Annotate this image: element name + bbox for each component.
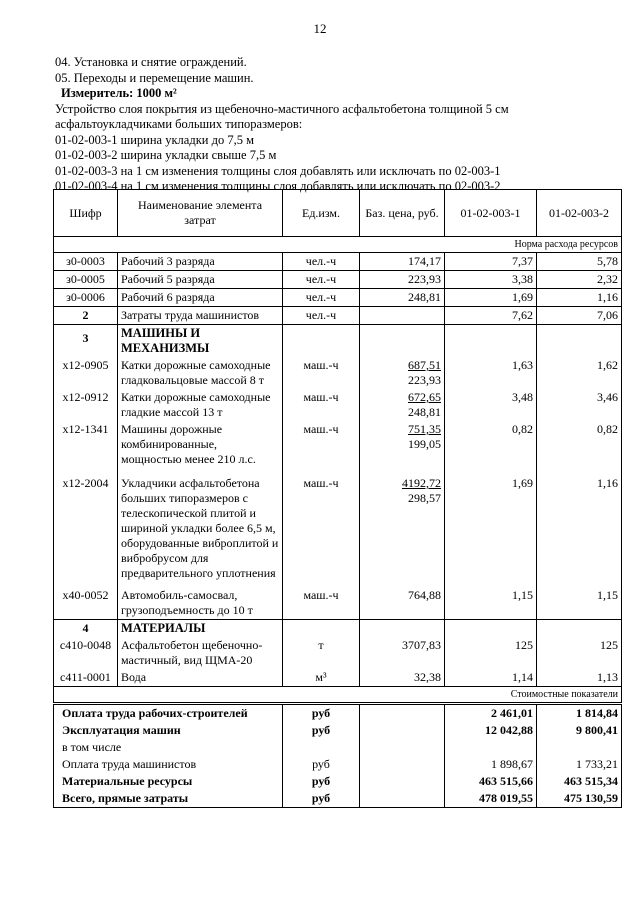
cell-name: Рабочий 6 разряда [118,289,283,307]
cost-row [54,756,622,773]
cell-unit: чел.-ч [283,271,360,289]
cell-unit: маш.-ч [283,421,360,468]
intro-line: 05. Переходы и перемещение машин. [55,70,254,85]
cell-price: 32,38 [360,669,445,687]
cost-v2: 9 800,41 [537,722,622,739]
item-line: 01-02-003-3 на 1 см изменения толщины слоя добавлять или исключать по 02-003-1 [55,163,501,178]
resource-table [53,189,622,808]
cell-name: Рабочий 3 разряда [118,253,283,271]
header-name: Наименование элемента затрат [118,190,283,237]
cell-v2: 2,32 [537,271,622,289]
section-row [54,237,622,253]
cell-v2: 1,13 [537,669,622,687]
cell-price: 174,17 [360,253,445,271]
cell-v1: 1,15 [445,582,537,620]
cell-v1: 1,69 [445,289,537,307]
cost-row [54,704,622,723]
cell-name: Катки дорожные самоходные гладкие массой 13 т [118,389,283,421]
cell-price: 687,51 223,93 [360,357,445,389]
cost-row [54,790,622,808]
cell-code: з0-0005 [54,271,118,289]
cell-v2: 1,16 [537,289,622,307]
group-title: МАТЕРИАЛЫ [118,620,283,638]
cost-v1: 2 461,01 [445,704,537,723]
cell-v2: 0,82 [537,421,622,468]
cell-unit: маш.-ч [283,582,360,620]
cell-unit: чел.-ч [283,307,360,325]
cell-price: 248,81 [360,289,445,307]
cell-v1: 3,48 [445,389,537,421]
intro-line: 04. Установка и снятие ограждений. [55,55,247,69]
cost-name: Материальные ресурсы [54,773,283,790]
cell-v1: 3,38 [445,271,537,289]
cost-name: Всего, прямые затраты [54,790,283,808]
cell-v2: 125 [537,637,622,669]
cost-row [54,773,622,790]
cost-v1: 1 898,67 [445,756,537,773]
cell-name: Рабочий 5 разряда [118,271,283,289]
cell-name: Автомобиль-самосвал, грузоподъемность до 10 т [118,582,283,620]
cell-unit: т [283,637,360,669]
cost-name: в том числе [54,739,283,756]
cell-v2: 1,15 [537,582,622,620]
cell-v2: 5,78 [537,253,622,271]
cell-v2: 1,62 [537,357,622,389]
cell-code: х12-2004 [54,468,118,582]
header-price: Баз. цена, руб. [360,190,445,237]
cell-price: 672,65 248,81 [360,389,445,421]
item-line: 01-02-003-4 на 1 см изменения толщины слоя добавлять или исключать по 02-003-2 [55,179,501,193]
item-line: 01-02-003-2 ширина укладки свыше 7,5 м [55,148,277,162]
header-col2: 01-02-003-2 [537,190,622,237]
cell-name: Машины дорожные комбинированные, мощностью менее 210 л.с. [118,421,283,468]
cost-v1: 478 019,55 [445,790,537,808]
cost-row [54,739,622,756]
cell-v1: 7,37 [445,253,537,271]
cell-price [360,307,445,325]
header-col1: 01-02-003-1 [445,190,537,237]
table-row [54,468,622,582]
cell-v1: 1,63 [445,357,537,389]
header-unit: Ед.изм. [283,190,360,237]
table-row [54,389,622,421]
cell-v1: 0,82 [445,421,537,468]
table-row [54,582,622,620]
cell-v1: 1,69 [445,468,537,582]
intro-text [55,55,615,195]
header-code: Шифр [54,190,118,237]
cost-row [54,722,622,739]
measure-unit: Измеритель: 1000 м² [61,86,177,100]
section-label: Норма расхода ресурсов [54,237,622,253]
cell-name: Асфальтобетон щебеночно-мастичный, вид ЩМА-20 [118,637,283,669]
table-row [54,289,622,307]
cell-v1: 7,62 [445,307,537,325]
table-header-row [54,190,622,237]
table-row [54,669,622,687]
table-row [54,253,622,271]
cell-name: Вода [118,669,283,687]
cost-v2: 1 814,84 [537,704,622,723]
cell-code: 4 [54,620,118,638]
cell-name: Укладчики асфальтобетона больших типоразмеров с телескопической плитой и шириной укладки более 6,5 м, оборудованные виброплитой и вибробрусом для предварительного уплотнения [118,468,283,582]
cell-code: х12-0912 [54,389,118,421]
description-line: асфальтоукладчиками больших типоразмеров: [55,117,303,131]
cell-v2: 7,06 [537,307,622,325]
cell-code: х12-1341 [54,421,118,468]
cell-unit: маш.-ч [283,357,360,389]
item-line: 01-02-003-1 ширина укладки до 7,5 м [55,132,254,147]
cost-v1: 463 515,66 [445,773,537,790]
cost-unit: руб [283,722,360,739]
cost-v2: 475 130,59 [537,790,622,808]
cell-name: Катки дорожные самоходные гладковальцовые массой 8 т [118,357,283,389]
page-number: 12 [313,21,327,36]
cost-name: Оплата труда рабочих-строителей [54,704,283,723]
cell-code: с410-0048 [54,637,118,669]
cell-code: 2 [54,307,118,325]
cost-unit: руб [283,704,360,723]
table-row [54,421,622,468]
cell-unit: чел.-ч [283,253,360,271]
cost-unit: руб [283,790,360,808]
group-row [54,620,622,638]
table-row [54,637,622,669]
cell-name: Затраты труда машинистов [118,307,283,325]
cell-v1: 1,14 [445,669,537,687]
cell-code: х12-0905 [54,357,118,389]
cell-price: 764,88 [360,582,445,620]
table-row [54,271,622,289]
cell-unit: маш.-ч [283,468,360,582]
cost-name: Эксплуатация машин [54,722,283,739]
cell-code: з0-0006 [54,289,118,307]
cell-unit: чел.-ч [283,289,360,307]
cell-price: 751,35 199,05 [360,421,445,468]
group-row [54,325,622,358]
cost-v2: 1 733,21 [537,756,622,773]
description-line: Устройство слоя покрытия из щебеночно-мастичного асфальтобетона толщиной 5 см [55,101,509,116]
cell-code: с411-0001 [54,669,118,687]
table-row [54,357,622,389]
cost-name: Оплата труда машинистов [54,756,283,773]
section-row [54,687,622,704]
cell-price: 4192,72 298,57 [360,468,445,582]
cell-code: х40-0052 [54,582,118,620]
cost-v1: 12 042,88 [445,722,537,739]
cost-unit: руб [283,773,360,790]
cell-v1: 125 [445,637,537,669]
cell-v2: 3,46 [537,389,622,421]
cost-unit: руб [283,756,360,773]
cell-code: з0-0003 [54,253,118,271]
cell-v2: 1,16 [537,468,622,582]
group-title: МАШИНЫ И МЕХАНИЗМЫ [118,325,283,358]
cell-code: 3 [54,325,118,358]
table-row [54,307,622,325]
cell-unit: м³ [283,669,360,687]
section-label: Стоимостные показатели [54,687,622,704]
cell-price: 223,93 [360,271,445,289]
cell-price: 3707,83 [360,637,445,669]
cost-v2: 463 515,34 [537,773,622,790]
cell-unit: маш.-ч [283,389,360,421]
